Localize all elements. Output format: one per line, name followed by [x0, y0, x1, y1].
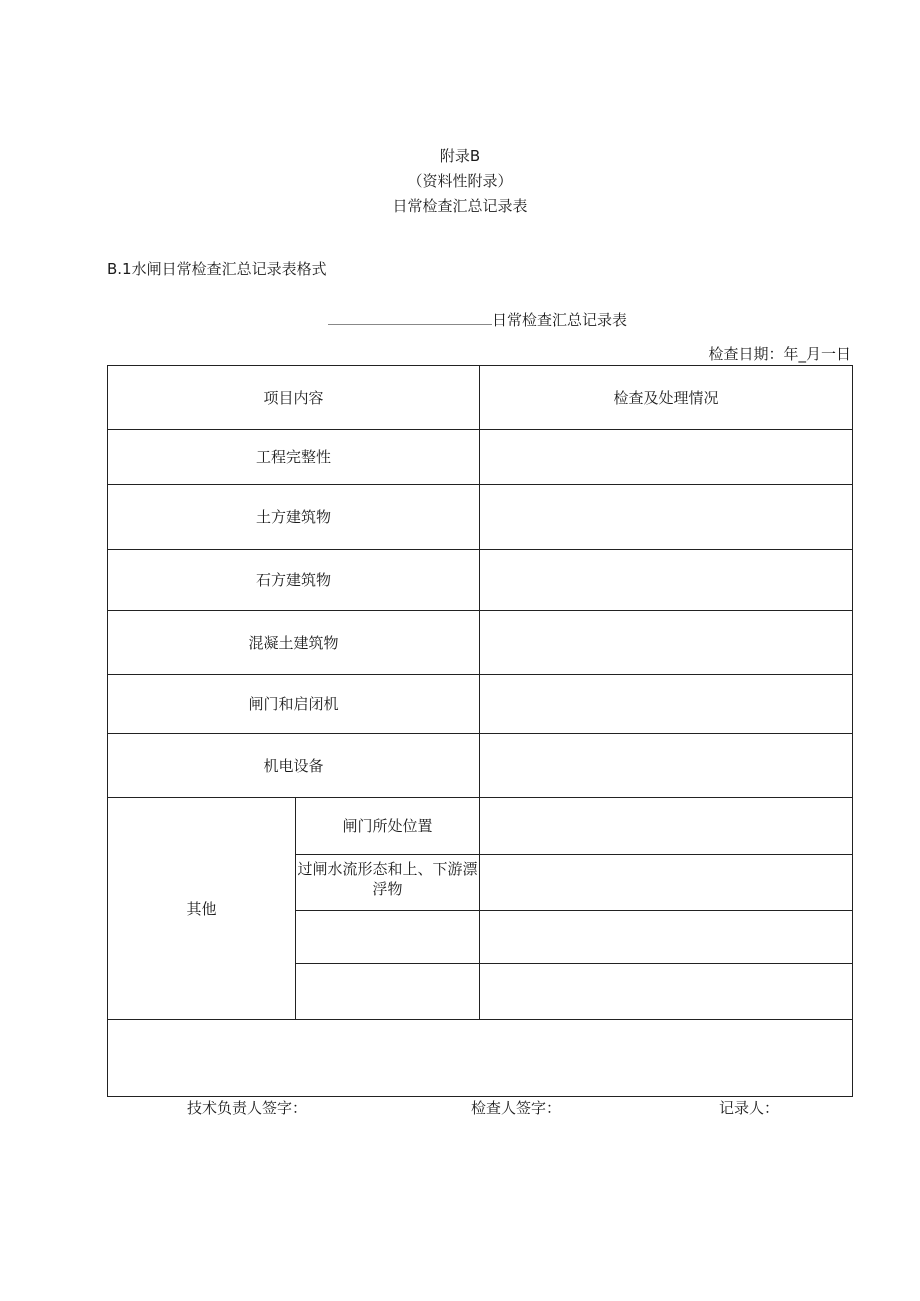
table-row — [108, 734, 853, 798]
inspector-signature-label: 检查人签字： — [471, 1099, 562, 1117]
appendix-title: 附录B — [439, 147, 481, 165]
section-heading: B.1水闸日常检查汇总记录表格式 — [107, 260, 327, 278]
table-row — [108, 611, 853, 675]
inspection-record-table — [107, 365, 853, 1097]
tech-lead-signature-label: 技术负责人签字： — [187, 1099, 308, 1117]
row-label: 土方建筑物 — [108, 485, 480, 550]
row-entry-cell[interactable] — [480, 734, 853, 798]
row-entry-cell[interactable] — [480, 798, 853, 855]
row-entry-cell[interactable] — [480, 855, 853, 911]
row-label: 机电设备 — [108, 734, 480, 798]
row-entry-cell[interactable] — [480, 485, 853, 550]
recorder-label: 记录人： — [719, 1099, 780, 1117]
name-blank-line — [328, 310, 492, 325]
table-row — [108, 798, 853, 855]
header-item-content: 项目内容 — [108, 366, 480, 430]
table-row — [108, 430, 853, 485]
row-label: 石方建筑物 — [108, 550, 480, 611]
row-entry-cell[interactable] — [480, 611, 853, 675]
other-subrow-label: 过闸水流形态和上、下游漂浮物 — [296, 855, 480, 911]
other-subrow-label — [296, 964, 480, 1020]
table-header-row — [108, 366, 853, 430]
row-entry-cell[interactable] — [480, 964, 853, 1020]
inspection-date: 检查日期：年_月一日 — [708, 345, 851, 363]
document-title: 日常检查汇总记录表 — [392, 197, 528, 215]
row-label: 工程完整性 — [108, 430, 480, 485]
remarks-cell[interactable] — [108, 1020, 853, 1097]
table-row — [108, 550, 853, 611]
signature-line — [0, 1098, 920, 1118]
header-check-result: 检查及处理情况 — [480, 366, 853, 430]
other-subrow-label: 闸门所处位置 — [296, 798, 480, 855]
row-entry-cell[interactable] — [480, 911, 853, 964]
row-label: 闸门和启闭机 — [108, 675, 480, 734]
form-title-text: 日常检查汇总记录表 — [492, 311, 628, 329]
row-entry-cell[interactable] — [480, 675, 853, 734]
row-entry-cell[interactable] — [480, 430, 853, 485]
other-subrow-label — [296, 911, 480, 964]
appendix-subtitle: （资料性附录） — [407, 172, 513, 190]
table-row — [108, 485, 853, 550]
form-title — [328, 310, 627, 330]
row-entry-cell[interactable] — [480, 550, 853, 611]
table-row — [108, 675, 853, 734]
other-label: 其他 — [108, 798, 296, 1020]
row-label: 混凝土建筑物 — [108, 611, 480, 675]
table-row — [108, 1020, 853, 1097]
